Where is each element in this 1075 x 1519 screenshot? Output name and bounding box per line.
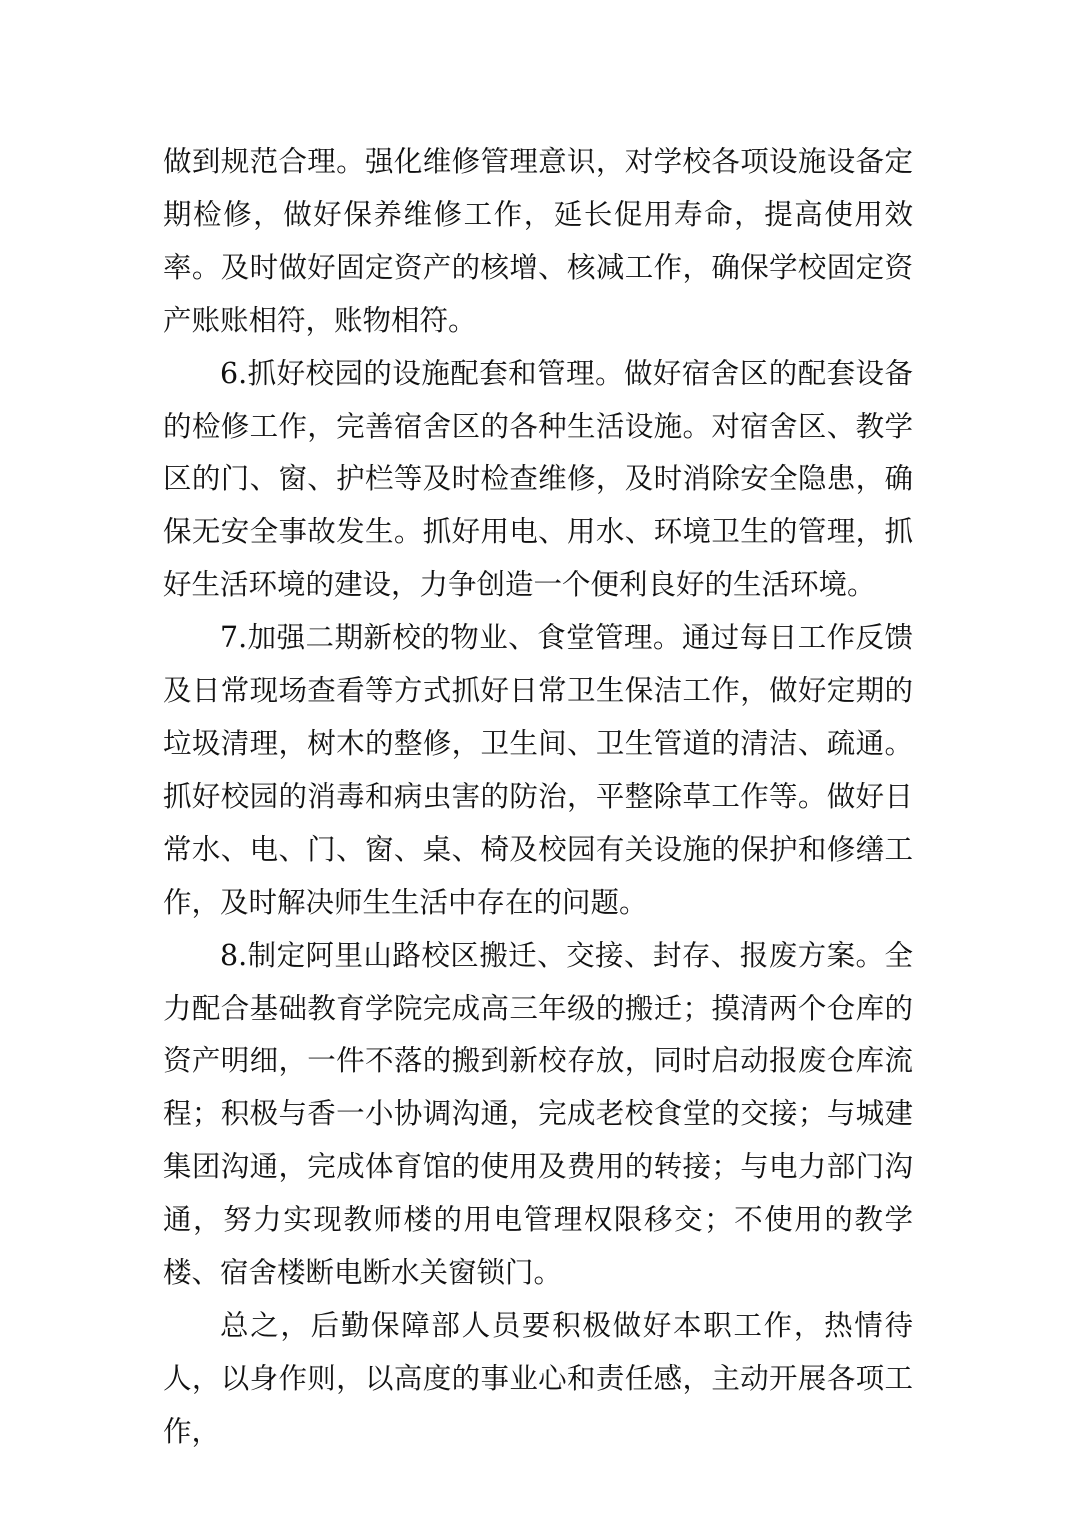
- paragraph-item-8: 8.制定阿里山路校区搬迁、交接、封存、报废方案。全力配合基础教育学院完成高三年级的搬迁；摸清两个仓库的资产明细，一件不落的搬到新校存放，同时启动报废仓库流程；积极与香一小协调沟通，完成老校食堂的交接；与城建集团沟通，完成体育馆的使用及费用的转接；与电力部门沟通，努力实现教师楼的用电管理权限移交；不使用的教学楼、宿舍楼断电断水关窗锁门。: [163, 938, 913, 1290]
- paragraph-summary: 总之，后勤保障部人员要积极做好本职工作，热情待人，以身作则，以高度的事业心和责任感，主动开展各项工作，: [163, 1308, 913, 1448]
- paragraph-item-6: 6.抓好校园的设施配套和管理。做好宿舍区的配套设备的检修工作，完善宿舍区的各种生活设施。对宿舍区、教学区的门、窗、护栏等及时检查维修，及时消除安全隐患，确保无安全事故发生。抓好用电、用水、环境卫生的管理，抓好生活环境的建设，力争创造一个便利良好的生活环境。: [163, 356, 913, 602]
- paragraph-item-7: 7.加强二期新校的物业、食堂管理。通过每日工作反馈及日常现场查看等方式抓好日常卫生保洁工作，做好定期的垃圾清理，树木的整修，卫生间、卫生管道的清洁、疏通。抓好校园的消毒和病虫害的防治，平整除草工作等。做好日常水、电、门、窗、桌、椅及校园有关设施的保护和修缮工作，及时解决师生生活中存在的问题。: [163, 621, 913, 919]
- paragraph-continuation: 做到规范合理。强化维修管理意识，对学校各项设施设备定期检修，做好保养维修工作，延长促用寿命，提高使用效率。及时做好固定资产的核增、核减工作，确保学校固定资产账账相符，账物相符。: [163, 145, 913, 337]
- document-body: [163, 136, 913, 1459]
